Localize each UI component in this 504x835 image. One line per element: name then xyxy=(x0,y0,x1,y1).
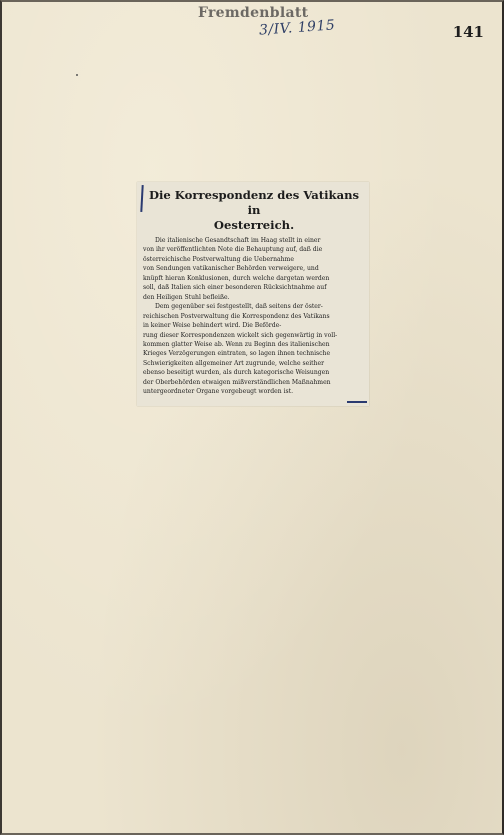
body-line: in keiner Weise behindert wird. Die Beförde- xyxy=(143,322,282,330)
end-pencil-mark xyxy=(347,401,367,403)
newspaper-name-stamp: Fremdenblatt xyxy=(198,5,309,21)
body-line: rung dieser Korrespondenzen wickelt sich gegenwärtig in voll- xyxy=(143,331,338,339)
paper-speck xyxy=(76,74,78,76)
body-line: soll, daß Italien sich einer besonderen Rücksichtnahme auf xyxy=(143,284,327,292)
headline-line-2: Oesterreich. xyxy=(213,218,295,232)
body-line: österreichische Postverwaltung die Uebernahme xyxy=(143,255,294,263)
body-line: Schwierigkeiten allgemeiner Art zugrunde, welche seither xyxy=(143,359,325,367)
body-line: Dem gegenüber sei festgestellt, daß seitens der öster- xyxy=(155,303,323,311)
body-line: Die italienische Gesandtschaft im Haag stellt in einer xyxy=(155,237,321,244)
page-number: 141 xyxy=(452,23,484,41)
newspaper-clipping xyxy=(137,182,369,406)
body-line: der Oberbehörden etwaigen mißverständlichen Maßnahmen xyxy=(143,378,331,386)
body-line: kommen glatter Weise ab. Wenn zu Beginn des italienischen xyxy=(143,340,330,348)
body-line: untergeordneter Organe vorgebeugt worden ist. xyxy=(143,388,294,396)
body-line: Krieges Verzögerungen eintraten, so lagen ihnen technische xyxy=(143,350,331,358)
clipping-headline xyxy=(143,188,365,233)
body-line: den Heiligen Stuhl befleiße. xyxy=(143,293,230,301)
body-line: von Sendungen vatikanischer Behörden verweigere, und xyxy=(143,265,319,273)
body-line: ebenso beseitigt wurden, als durch kategorische Weisungen xyxy=(143,369,330,377)
body-line: von ihr veröffentlichten Note die Behauptung auf, daß die xyxy=(143,246,323,254)
body-line: reichischen Postverwaltung die Korrespondenz des Vatikans xyxy=(143,312,330,320)
body-line: knüpft hieran Konklusionen, durch welche dargetan werden xyxy=(143,274,330,282)
clipping-body xyxy=(143,236,365,397)
handwritten-date: 3/IV. 1915 xyxy=(258,17,336,39)
headline-line-1: Die Korrespondenz des Vatikans in xyxy=(148,188,360,217)
